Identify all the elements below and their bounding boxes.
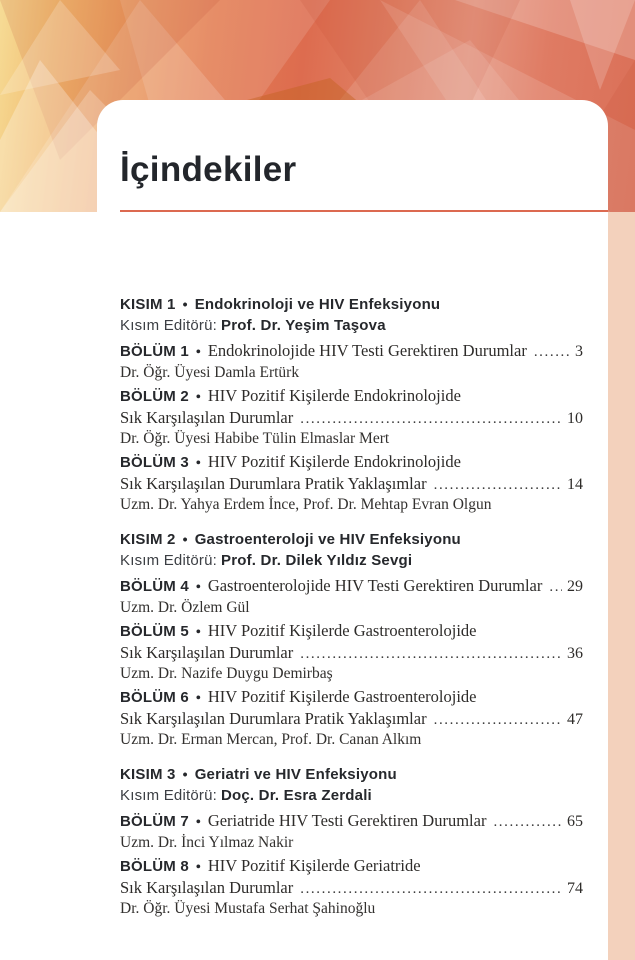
dots-leader <box>534 342 570 362</box>
chapter-title-line-2 <box>120 878 583 899</box>
chapter-label: BÖLÜM 7 <box>120 813 189 830</box>
chapter-title-line <box>120 621 583 643</box>
chapter-authors: Dr. Öğr. Üyesi Mustafa Serhat Şahinoğlu <box>120 900 376 917</box>
editor-name: Doç. Dr. Esra Zerdali <box>221 787 372 804</box>
chapter-title: Geriatride HIV Testi Gerektiren Durumlar <box>207 811 487 830</box>
chapter-entry <box>120 856 583 919</box>
dots-leader <box>549 577 562 597</box>
chapter-title-line <box>120 856 583 878</box>
bullet-separator: • <box>195 456 201 471</box>
dots-leader <box>434 475 562 495</box>
bullet-separator: • <box>195 860 201 875</box>
chapter-title-continued: Sık Karşılaşılan Durumlar <box>120 878 294 897</box>
chapter-title-line <box>120 687 583 709</box>
page-number: 3 <box>575 343 583 360</box>
chapter-authors: Uzm. Dr. Yahya Erdem İnce, Prof. Dr. Mehtap Evran Olgun <box>120 496 492 513</box>
page-number: 10 <box>567 410 583 427</box>
section-kisim-2 <box>120 529 583 750</box>
chapter-label: BÖLÜM 1 <box>120 343 189 360</box>
chapter-authors: Uzm. Dr. Özlem Gül <box>120 599 250 616</box>
dots-leader <box>434 710 562 730</box>
chapter-entry <box>120 811 583 853</box>
bullet-separator: • <box>195 345 201 360</box>
bullet-separator: • <box>182 766 188 782</box>
title-underline-rule <box>120 210 608 212</box>
part-editor-line <box>120 315 583 336</box>
chapter-label: BÖLÜM 3 <box>120 454 189 471</box>
chapter-title: Endokrinolojide HIV Testi Gerektiren Durumlar <box>207 341 527 360</box>
part-editor-line <box>120 550 583 571</box>
chapter-title: Gastroenterolojide HIV Testi Gerektiren Durumlar <box>207 576 543 595</box>
page-number: 65 <box>567 813 583 830</box>
part-title: Geriatri ve HIV Enfeksiyonu <box>194 766 397 783</box>
chapter-entry <box>120 621 583 684</box>
chapter-label: BÖLÜM 5 <box>120 623 189 640</box>
part-title: Gastroenteroloji ve HIV Enfeksiyonu <box>194 531 461 548</box>
chapter-title: HIV Pozitif Kişilerde Gastroenterolojide <box>207 621 477 640</box>
part-label: KISIM 2 <box>120 531 176 548</box>
chapter-label: BÖLÜM 4 <box>120 578 189 595</box>
chapter-title-line <box>120 386 583 408</box>
chapter-entry <box>120 576 583 618</box>
bullet-separator: • <box>195 815 201 830</box>
editor-name: Prof. Dr. Yeşim Taşova <box>221 317 386 334</box>
dots-leader <box>493 812 562 832</box>
dots-leader <box>300 409 562 429</box>
editor-label: Kısım Editörü: <box>120 552 217 569</box>
chapter-title: HIV Pozitif Kişilerde Geriatride <box>207 856 421 875</box>
bullet-separator: • <box>195 580 201 595</box>
chapter-authors: Uzm. Dr. Nazife Duygu Demirbaş <box>120 665 333 682</box>
chapter-authors: Dr. Öğr. Üyesi Habibe Tülin Elmaslar Mert <box>120 430 390 447</box>
chapter-title: HIV Pozitif Kişilerde Endokrinolojide <box>207 386 461 405</box>
chapter-authors: Uzm. Dr. Erman Mercan, Prof. Dr. Canan Alkım <box>120 731 422 748</box>
chapter-title-line <box>120 811 583 833</box>
part-heading <box>120 764 583 785</box>
right-edge-strip <box>608 212 635 960</box>
editor-name: Prof. Dr. Dilek Yıldız Sevgi <box>221 552 413 569</box>
part-heading <box>120 294 583 315</box>
chapter-entry <box>120 687 583 750</box>
chapter-title-line-2 <box>120 709 583 730</box>
chapter-title-continued: Sık Karşılaşılan Durumlara Pratik Yaklaşımlar <box>120 709 427 728</box>
bullet-separator: • <box>195 691 201 706</box>
page-number: 74 <box>567 880 583 897</box>
part-label: KISIM 1 <box>120 296 176 313</box>
chapter-title-continued: Sık Karşılaşılan Durumlar <box>120 643 294 662</box>
section-kisim-1 <box>120 294 583 515</box>
part-title: Endokrinoloji ve HIV Enfeksiyonu <box>194 296 441 313</box>
editor-label: Kısım Editörü: <box>120 787 217 804</box>
bullet-separator: • <box>182 296 188 312</box>
chapter-title-continued: Sık Karşılaşılan Durumlar <box>120 408 294 427</box>
page-number: 47 <box>567 711 583 728</box>
chapter-title: HIV Pozitif Kişilerde Gastroenterolojide <box>207 687 477 706</box>
chapter-label: BÖLÜM 8 <box>120 858 189 875</box>
chapter-title-line <box>120 452 583 474</box>
table-of-contents <box>120 294 583 919</box>
chapter-entry <box>120 452 583 515</box>
chapter-entry <box>120 386 583 449</box>
part-heading <box>120 529 583 550</box>
page-number: 36 <box>567 645 583 662</box>
chapter-title-continued: Sık Karşılaşılan Durumlara Pratik Yaklaşımlar <box>120 474 427 493</box>
dots-leader <box>300 879 562 899</box>
page-title: İçindekiler <box>120 150 297 189</box>
chapter-authors: Dr. Öğr. Üyesi Damla Ertürk <box>120 364 300 381</box>
content-card <box>97 100 608 960</box>
chapter-label: BÖLÜM 6 <box>120 689 189 706</box>
page-number: 29 <box>567 578 583 595</box>
chapter-title-line <box>120 576 583 598</box>
chapter-entry <box>120 341 583 383</box>
section-kisim-3 <box>120 764 583 919</box>
part-editor-line <box>120 785 583 806</box>
chapter-title-line-2 <box>120 474 583 495</box>
part-label: KISIM 3 <box>120 766 176 783</box>
editor-label: Kısım Editörü: <box>120 317 217 334</box>
chapter-title: HIV Pozitif Kişilerde Endokrinolojide <box>207 452 461 471</box>
page-number: 14 <box>567 476 583 493</box>
chapter-title-line <box>120 341 583 363</box>
dots-leader <box>300 644 562 664</box>
chapter-label: BÖLÜM 2 <box>120 388 189 405</box>
chapter-title-line-2 <box>120 643 583 664</box>
chapter-authors: Uzm. Dr. İnci Yılmaz Nakir <box>120 834 294 851</box>
bullet-separator: • <box>195 625 201 640</box>
bullet-separator: • <box>195 390 201 405</box>
bullet-separator: • <box>182 531 188 547</box>
chapter-title-line-2 <box>120 408 583 429</box>
